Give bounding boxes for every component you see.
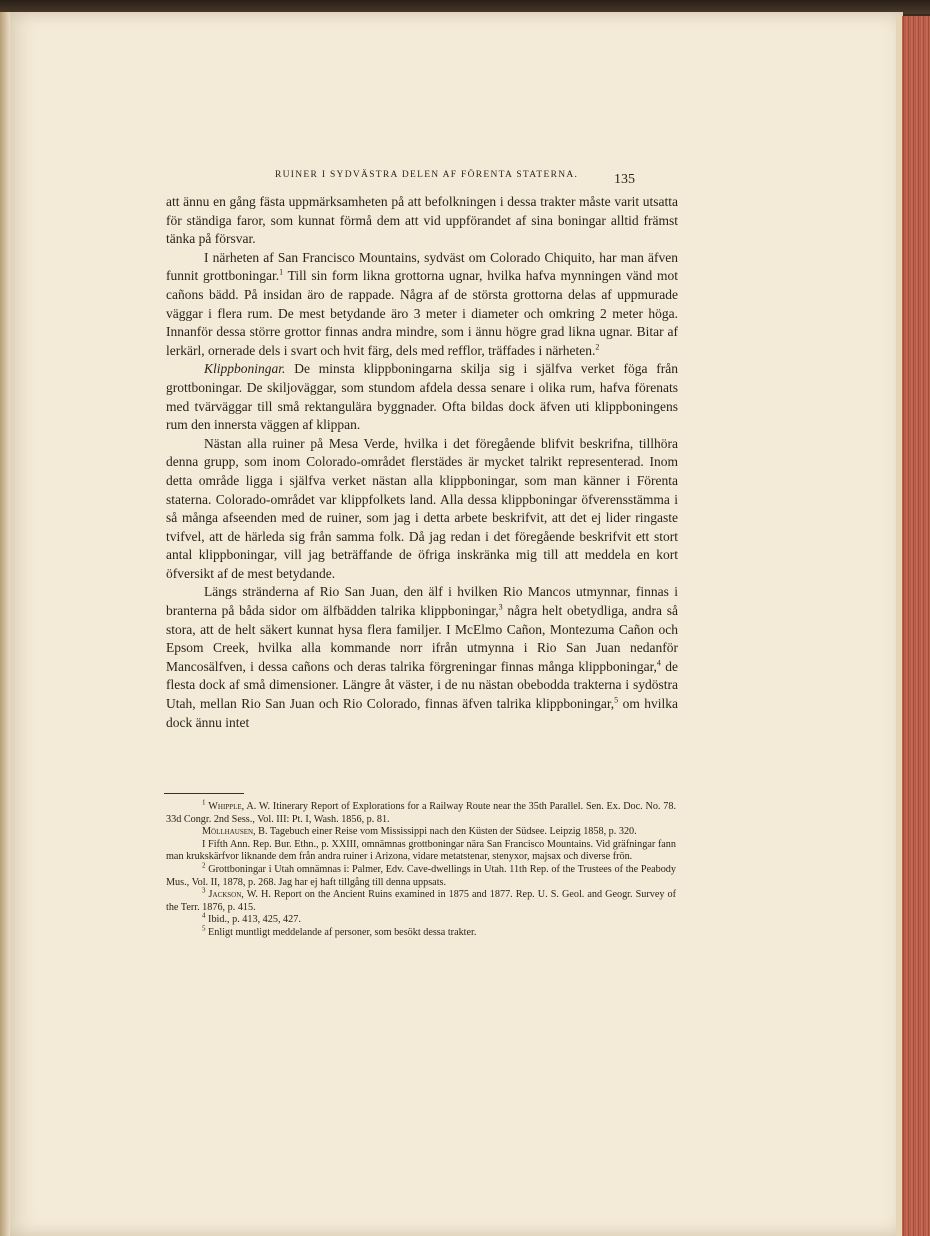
paragraph-text: Till sin form likna grottorna ugnar, hvilka hafva mynningen vänd mot cañons bädd. På insidan äro de rappade. Några af de största grottorna delas af uppmurade väggar i flera rum. De mest betydande äro 3 meter i diameter och omkring 2 meter höga. Innanför dessa större grottor finnas andra mindre, som i ännu högre grad likna ugnar. Bitar af lerkärl, ornerade dels i svart och hvit färg, dels med refflor, träffades i närheten. xyxy=(166,268,678,358)
footnote-ref: 5 xyxy=(614,695,619,705)
footnotes xyxy=(166,798,676,940)
footnote-ref: 3 xyxy=(498,602,503,612)
footnote-mark: 2 xyxy=(202,861,206,870)
footnote-mark: 4 xyxy=(202,911,206,920)
footnote-ref: 4 xyxy=(656,658,661,668)
footnote-text: Grottboningar i Utah omnämnas i: Palmer, Edv. Cave-dwellings in Utah. 11th Rep. of the Trustees of the Peabody Mus., Vol. II, 1878, p. 268. Jag har ej haft tillgång till denna uppsats. xyxy=(166,863,676,888)
footnote-rule xyxy=(164,793,244,794)
paragraph-text: några helt obetydliga, andra så stora, att de helt säkert kunnat hysa flera familjer. I McElmo Cañon, Montezuma Cañon och Epsom Creek, hvilka alla kommande norr ifrån utmynna i Rio San Juan nedanför Mancosälfven, i dessa cañons och deras talrika förgreningar finnas många klippboningar, xyxy=(166,603,678,674)
paragraph-text: I närheten af San Francisco Mountains, sydväst om Colorado Chiquito, har man äfven funnit grottboningar. xyxy=(166,249,678,284)
paragraph-text: om hvilka dock ännu intet xyxy=(166,696,678,730)
footnote xyxy=(166,861,676,889)
footnote xyxy=(166,886,676,914)
footnote-mark: 3 xyxy=(202,886,206,895)
paragraph-text: de flesta dock af små dimensioner. Längre åt väster, i de nu nästan obebodda trakterna i sydöstra Utah, mellan Rio San Juan och Rio Colorado, finnas äfven talrika klippboningar, xyxy=(166,658,678,712)
running-head: RUINER I SYDVÄSTRA DELEN AF FÖRENTA STATERNA. xyxy=(275,170,579,180)
footnote-author: Whipple, A. W. xyxy=(208,801,271,812)
paragraph-2 xyxy=(166,249,678,361)
paragraph-5 xyxy=(166,583,678,732)
footnote xyxy=(166,911,676,927)
paragraph-text: De minsta klippboningarna skilja sig i själfva verket föga från grottboningar. De skiljoväggar, som stundom afdela dessa senare i olika rum, hafva förenats med tvärväggar till små rektangulära byggnader. Ofta bildas dock äfven uti klippboningens rum den innersta väggen af klippan. xyxy=(166,361,678,433)
paragraph-3 xyxy=(166,360,678,434)
footnote-author: Möllhausen, B. xyxy=(202,826,268,838)
footnote-text: Enligt muntligt meddelande af personer, som besökt dessa trakter. xyxy=(205,926,477,938)
page-edges xyxy=(900,16,930,1236)
footnote-author: Jackson, W. H. xyxy=(208,889,271,901)
paragraph-text: att ännu en gång fästa uppmärksamheten på att befolkningen i dessa trakter måste varit utsatta för ständiga faror, som kunnat förmå dem att vid uppförandet af sina boningar alltid främst tänka på försvar. xyxy=(166,194,678,247)
paragraph-text: Längs stränderna af Rio San Juan, den älf i hvilken Rio Mancos utmynnar, finnas i branterna på båda sidor om älfbädden talrika klippboningar, xyxy=(166,584,678,619)
book-gutter xyxy=(0,12,10,1236)
paragraph-text: Nästan alla ruiner på Mesa Verde, hvilka i det föregående blifvit beskrifna, tillhöra denna grupp, som inom Colorado-området flerstädes är mycket talrikt representerad. Inom detta område ligga i själfva verket nästan alla klippboningar, som man känner i Förenta staterna. Colorado-området var klippfolkets land. Alla dessa klippboningar öfverensstämma i så många afseenden med de ruiner, som jag i detta arbete beskrifvit, att det ej lider ringaste tvifvel, att de härleda sig från samma folk. Då jag redan i det föregående beskrifvit ett stort antal klippboningar, vill jag beträffande de öfriga inskränka mig till att meddela en kort öfversikt af de mest betydande. xyxy=(166,435,678,581)
section-lead: Klippboningar. xyxy=(204,361,286,377)
footnote-text: I Fifth Ann. Rep. Bur. Ethn., p. XXIII, omnämnas grottboningar nära San Francisco Mountains. Vid gräfningar fann man krukskärfvor liknande dem från andra ruiner i Arizona, vidare metatstenar, stenyxor, majsax och diverse frön. xyxy=(166,838,676,863)
body-text xyxy=(166,193,678,732)
footnote-text: Tagebuch einer Reise vom Mississippi nach den Küsten der Südsee. Leipzig 1858, p. 320. xyxy=(267,826,637,838)
footnote xyxy=(166,924,676,940)
footnote xyxy=(166,839,676,864)
footnote-ref: 1 xyxy=(279,267,284,277)
page-number: 135 xyxy=(614,172,635,187)
footnote-text: Ibid., p. 413, 425, 427. xyxy=(205,914,301,926)
footnote-mark: 1 xyxy=(202,798,206,807)
footnote-text: Itinerary Report of Explorations for a Railway Route near the 35th Parallel. Sen. Ex. Doc. No. 78. 33d Congr. 2nd Sess., Vol. III: Pt. I, Wash. 1856, p. 81. xyxy=(166,801,676,825)
footnote xyxy=(166,826,676,839)
paragraph-1 xyxy=(166,193,678,249)
footnote-ref: 2 xyxy=(595,342,600,352)
footnote xyxy=(166,798,676,826)
footnote-mark: 5 xyxy=(202,924,206,933)
paragraph-4 xyxy=(166,435,678,584)
footnote-text: Report on the Ancient Ruins examined in 1875 and 1877. Rep. U. S. Geol. and Geogr. Survey of the Terr. 1876, p. 415. xyxy=(166,889,676,913)
